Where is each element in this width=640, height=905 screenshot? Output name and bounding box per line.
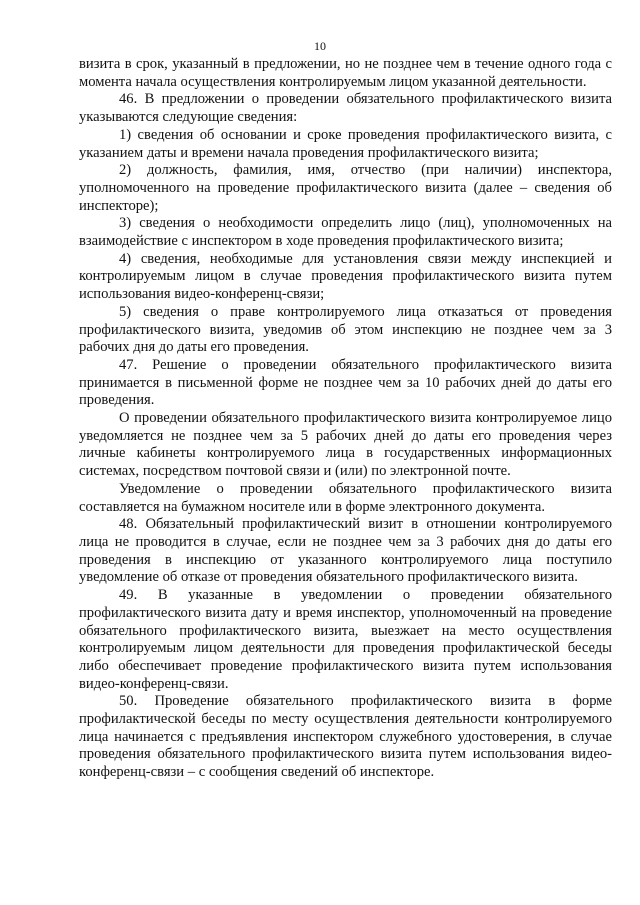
paragraph-46: 46. В предложении о проведении обязательного профилактического визита указываются следующие сведения: [79, 91, 612, 126]
paragraph-48: 48. Обязательный профилактический визит в отношении контролируемого лица не проводится в случае, если не позднее чем за 3 рабочих дня до даты его проведения в инспекцию от указанного контролируемого лица поступило уведомление об отказе от проведения обязательного профилактического визита. [79, 516, 612, 586]
paragraph-46-item-2: 2) должность, фамилия, имя, отчество (при наличии) инспектора, уполномоченного на проведение профилактического визита (далее – сведения об инспекторе); [79, 162, 612, 214]
paragraph-46-item-4: 4) сведения, необходимые для установления связи между инспекцией и контролируемым лицом в случае проведения профилактического визита путем использования видео-конференц-связи; [79, 250, 612, 303]
document-body [79, 56, 612, 782]
paragraph-47-form: Уведомление о проведении обязательного профилактического визита составляется на бумажном носителе или в форме электронного документа. [79, 480, 612, 515]
paragraph-50: 50. Проведение обязательного профилактического визита в форме профилактической беседы по месту осуществления деятельности контролируемого лица начинается с предъявления инспектором служебного удостоверения, в случае проведения обязательного профилактического визита путем использования видео-конференц-связи – с сообщения сведений об инспекторе. [79, 693, 612, 781]
page-number: 10 [314, 39, 326, 53]
paragraph-47-notification: О проведении обязательного профилактического визита контролируемое лицо уведомляется не позднее чем за 5 рабочих дней до даты его проведения через личные кабинеты контролируемого лица в государственных информационных системах, посредством почтовой связи и (или) по электронной почте. [79, 410, 612, 480]
paragraph-continuation: визита в срок, указанный в предложении, но не позднее чем в течение одного года с момента начала осуществления контролируемым лицом указанной деятельности. [79, 56, 612, 90]
paragraph-47: 47. Решение о проведении обязательного профилактического визита принимается в письменной форме не позднее чем за 10 рабочих дней до даты его проведения. [79, 356, 612, 409]
paragraph-46-item-1: 1) сведения об основании и сроке проведения профилактического визита, с указанием даты и времени начала проведения профилактического визита; [79, 126, 612, 161]
paragraph-46-item-5: 5) сведения о праве контролируемого лица отказаться от проведения профилактического визита, уведомив об этом инспекцию не позднее чем за 3 рабочих дня до даты его проведения. [79, 303, 612, 356]
paragraph-46-item-3: 3) сведения о необходимости определить лицо (лиц), уполномоченных на взаимодействие с инспектором в ходе проведения профилактического визита; [79, 215, 612, 250]
paragraph-49: 49. В указанные в уведомлении о проведении обязательного профилактического визита дату и время инспектор, уполномоченный на проведение обязательного профилактического визита, выезжает на место осуществления контролируемым лицом деятельности для проведения профилактической беседы либо обеспечивает проведение профилактического визита путем использования видео-конференц-связи. [79, 587, 612, 692]
